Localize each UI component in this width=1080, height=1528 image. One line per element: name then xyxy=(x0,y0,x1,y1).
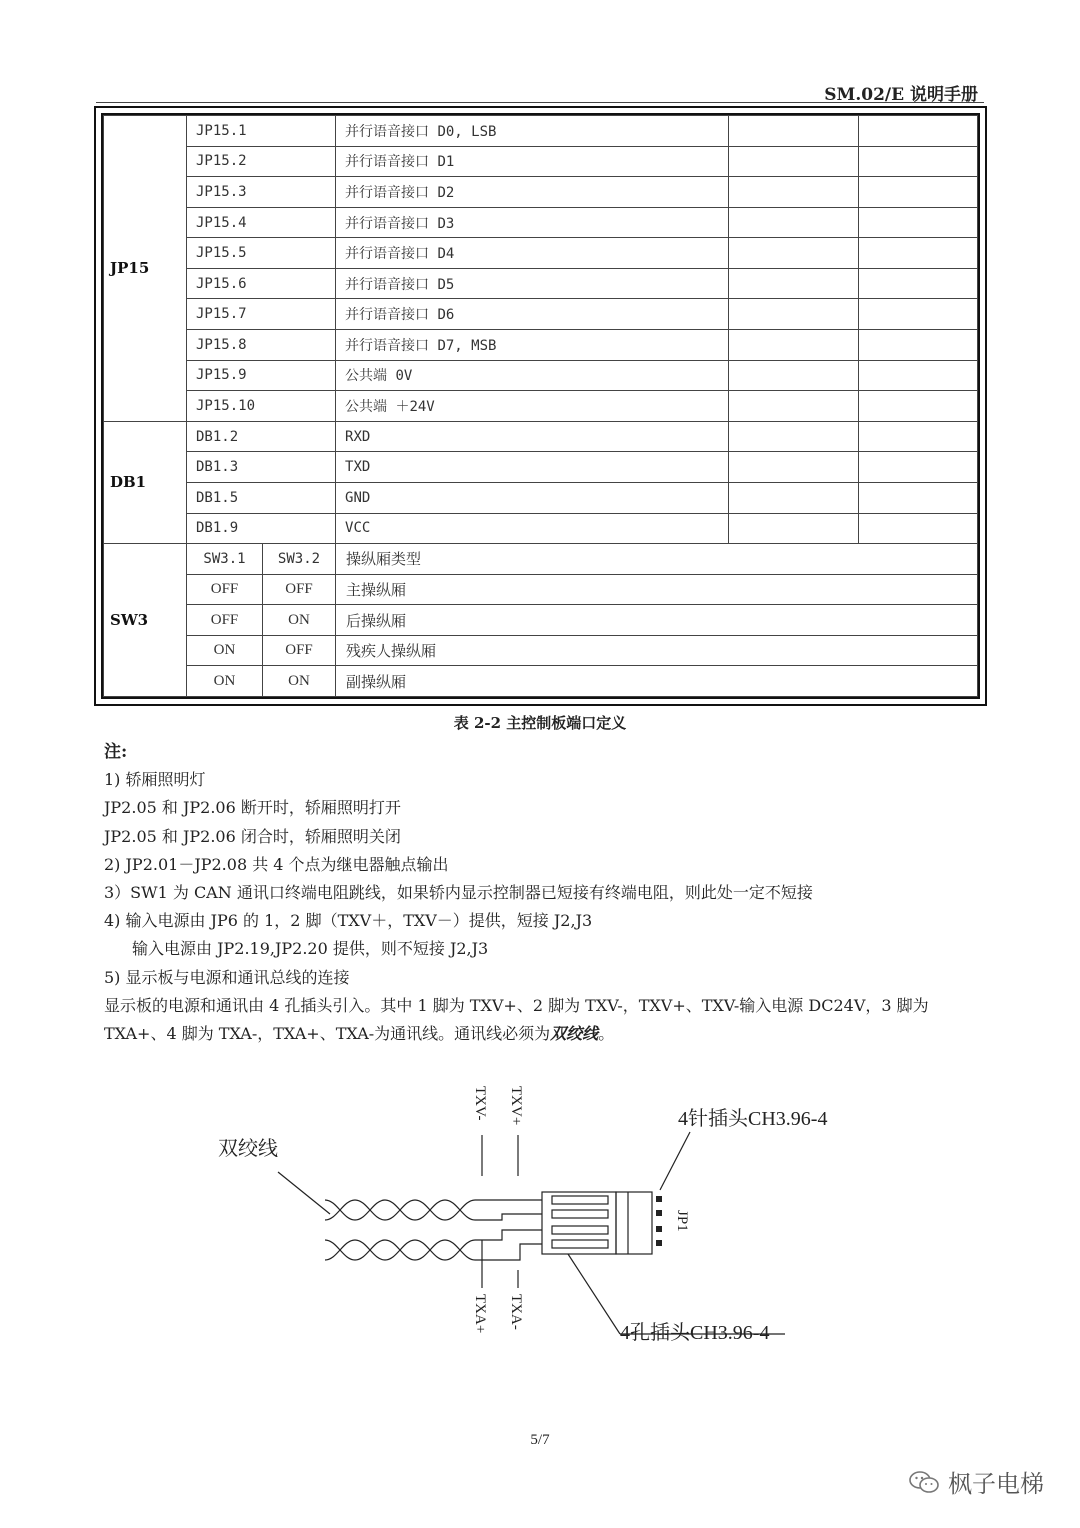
pin-cell: DB1.9 xyxy=(187,513,336,544)
txv-plus-label: TXV+ xyxy=(508,1086,524,1126)
wire-3 xyxy=(475,1230,542,1240)
desc-cell: GND xyxy=(336,482,729,513)
pin-cell: JP15.8 xyxy=(187,330,336,361)
desc-cell: 副操纵厢 xyxy=(336,666,978,697)
table-caption: 表 2-2 主控制板端口定义 xyxy=(453,714,627,732)
wechat-icon xyxy=(908,1469,940,1495)
note-line: 2) JP2.01－JP2.08 共 4 个点为继电器触点输出 xyxy=(104,854,449,874)
notes-section xyxy=(104,738,984,1048)
pin-cell: JP15.7 xyxy=(187,299,336,330)
table-row xyxy=(104,605,978,636)
table-row xyxy=(104,391,978,422)
hole-connector-body xyxy=(542,1192,616,1254)
table-row xyxy=(104,116,978,147)
sw-cell: OFF xyxy=(263,574,336,605)
group-label-db1: DB1 xyxy=(104,421,187,543)
desc-cell: 并行语音接口 D4 xyxy=(336,238,729,269)
note-line: 5) 显示板与电源和通讯总线的连接 xyxy=(104,967,350,987)
desc-cell: 并行语音接口 D3 xyxy=(336,207,729,238)
pin-cell: JP15.9 xyxy=(187,360,336,391)
twisted-leader-line xyxy=(278,1172,330,1214)
sw-cell: OFF xyxy=(187,605,263,636)
wire-2 xyxy=(475,1214,542,1220)
hole-pin-2 xyxy=(552,1210,608,1218)
port-definition-table xyxy=(94,106,987,706)
desc-cell: 操纵厢类型 xyxy=(336,544,978,575)
sw-cell: SW3.2 xyxy=(263,544,336,575)
table-row xyxy=(104,238,978,269)
desc-cell: 并行语音接口 D6 xyxy=(336,299,729,330)
table-row xyxy=(104,299,978,330)
note-line: 输入电源由 JP2.19,JP2.20 提供，则不短接 J2,J3 xyxy=(132,939,489,959)
manual-title: SM.02/E 说明手册 xyxy=(824,85,978,105)
table-row xyxy=(104,421,978,452)
table-row xyxy=(104,544,978,575)
desc-cell: 并行语音接口 D7, MSB xyxy=(336,330,729,361)
table-row xyxy=(104,146,978,177)
watermark-text: 枫子电梯 xyxy=(948,1470,1044,1498)
twisted-pair-label: 双绞线 xyxy=(218,1138,278,1160)
note-line: 1) 轿厢照明灯 xyxy=(104,770,206,790)
txa-plus-label: TXA+ xyxy=(472,1294,488,1334)
note-line: 3）SW1 为 CAN 通讯口终端电阻跳线，如果轿内显示控制器已短接有终端电阻，则此处一定不短接 xyxy=(104,883,813,903)
hole-connector-label: 4孔插头CH3.96-4 xyxy=(620,1322,770,1344)
desc-cell: 公共端 ＋24V xyxy=(336,391,729,422)
wire-4 xyxy=(475,1244,542,1260)
pin-connector-label: 4针插头CH3.96-4 xyxy=(678,1108,828,1130)
table-row xyxy=(104,574,978,605)
table-row xyxy=(104,330,978,361)
pin-cell: JP15.6 xyxy=(187,268,336,299)
sw-cell: ON xyxy=(263,605,336,636)
note-paragraph-end: 。 xyxy=(598,1024,615,1044)
header-pin-3 xyxy=(656,1226,662,1232)
desc-cell: RXD xyxy=(336,421,729,452)
pin-cell: JP15.4 xyxy=(187,207,336,238)
hole-pin-4 xyxy=(552,1240,608,1248)
sw-cell: SW3.1 xyxy=(187,544,263,575)
txv-minus-label: TXV- xyxy=(472,1086,488,1121)
table-row xyxy=(104,482,978,513)
pin-cell: JP15.2 xyxy=(187,146,336,177)
group-label-jp15: JP15 xyxy=(104,116,187,422)
header-pin-1 xyxy=(656,1196,662,1202)
desc-cell: 后操纵厢 xyxy=(336,605,978,636)
sw-cell: OFF xyxy=(187,574,263,605)
hole-connector-leader xyxy=(568,1254,620,1334)
hole-pin-1 xyxy=(552,1196,608,1204)
table-row xyxy=(104,360,978,391)
hole-pin-3 xyxy=(552,1226,608,1234)
sw-cell: ON xyxy=(263,666,336,697)
pin-cell: JP15.1 xyxy=(187,116,336,147)
table-row xyxy=(104,666,978,697)
desc-cell: 残疾人操纵厢 xyxy=(336,635,978,666)
page-header xyxy=(0,74,1080,104)
wiring-diagram xyxy=(190,1080,870,1370)
desc-cell: 公共端 0V xyxy=(336,360,729,391)
page-number: 5/7 xyxy=(530,1432,550,1448)
note-line: 4) 输入电源由 JP6 的 1，2 脚（TXV＋，TXV－）提供，短接 J2,J3 xyxy=(104,911,593,931)
watermark xyxy=(908,1464,1044,1499)
note-paragraph-text: 显示板的电源和通讯由 4 孔插头引入。其中 1 脚为 TXV+、2 脚为 TXV-，TXV+、TXV-输入电源 DC24V，3 脚为 TXA+、4 脚为 TXA-，TXA+、TXA-为通讯线。通讯线必须为 xyxy=(104,995,929,1044)
pin-cell: DB1.3 xyxy=(187,452,336,483)
pin-header-body xyxy=(616,1192,652,1254)
table-row xyxy=(104,513,978,544)
table-row xyxy=(104,635,978,666)
header-rule xyxy=(96,102,984,103)
desc-cell: 并行语音接口 D1 xyxy=(336,146,729,177)
header-pin-4 xyxy=(656,1240,662,1246)
table-row xyxy=(104,177,978,208)
pin-cell: JP15.3 xyxy=(187,177,336,208)
desc-cell: 并行语音接口 D2 xyxy=(336,177,729,208)
desc-cell: 主操纵厢 xyxy=(336,574,978,605)
note-line: JP2.05 和 JP2.06 断开时，轿厢照明打开 xyxy=(104,798,401,818)
header-pin-2 xyxy=(656,1210,662,1216)
note-emphasis: 双绞线 xyxy=(550,1024,599,1044)
note-line: JP2.05 和 JP2.06 闭合时，轿厢照明关闭 xyxy=(104,826,401,846)
group-label-sw3: SW3 xyxy=(104,544,187,697)
desc-cell: 并行语音接口 D0, LSB xyxy=(336,116,729,147)
pin-cell: JP15.10 xyxy=(187,391,336,422)
sw-cell: OFF xyxy=(263,635,336,666)
jp1-label: JP1 xyxy=(674,1210,690,1232)
notes-title: 注: xyxy=(104,742,128,762)
txa-minus-label: TXA- xyxy=(508,1294,524,1330)
pin-cell: DB1.2 xyxy=(187,421,336,452)
table-row xyxy=(104,268,978,299)
sw-cell: ON xyxy=(187,666,263,697)
desc-cell: 并行语音接口 D5 xyxy=(336,268,729,299)
desc-cell: TXD xyxy=(336,452,729,483)
pin-cell: DB1.5 xyxy=(187,482,336,513)
sw-cell: ON xyxy=(187,635,263,666)
note-paragraph xyxy=(104,992,984,1048)
pin-connector-leader xyxy=(660,1132,690,1190)
desc-cell: VCC xyxy=(336,513,729,544)
table-row xyxy=(104,452,978,483)
pin-cell: JP15.5 xyxy=(187,238,336,269)
table-row xyxy=(104,207,978,238)
